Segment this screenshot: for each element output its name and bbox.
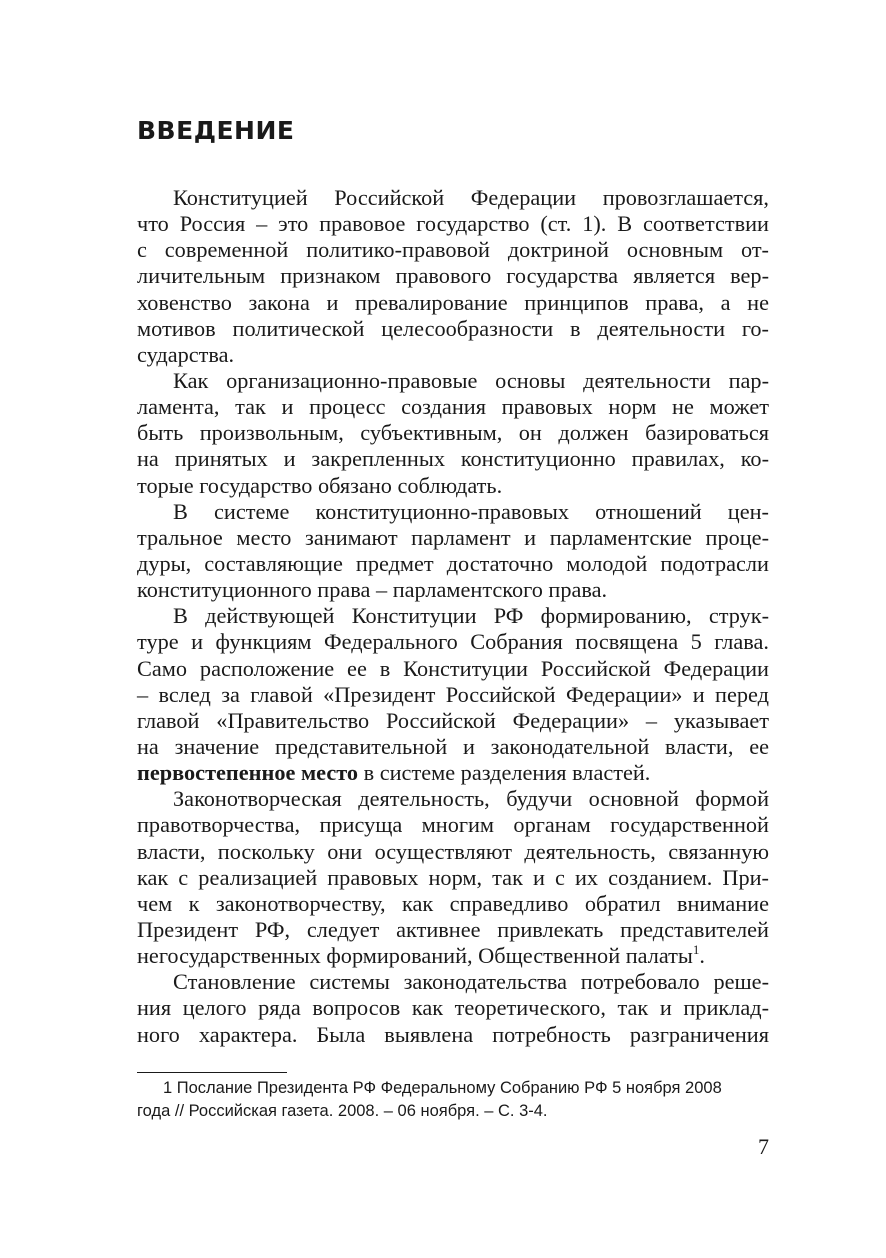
text-line: быть произвольным, субъективным, он должен базироваться (137, 420, 769, 446)
main-text (137, 185, 769, 1048)
text-line: ного характера. Была выявлена потребность разграничения (137, 1021, 769, 1047)
text-line: правотворчества, присуща многим органам государственной (137, 812, 769, 838)
text-line: чем к законотворчеству, как справедливо обратил внимание (137, 890, 769, 916)
text-line: власти, поскольку они осуществляют деятельность, связанную (137, 838, 769, 864)
text-line: Становление системы законодательства потребовало реше- (173, 969, 769, 995)
text-line: ния целого ряда вопросов как теоретического, так и приклад- (137, 995, 769, 1021)
text-line: В действующей Конституции РФ формированию, струк- (173, 603, 769, 629)
text-fragment: негосударственных формирований, Общественной палаты (137, 943, 693, 969)
text-line (137, 943, 769, 969)
text-line: на значение представительной и законодательной власти, ее (137, 733, 769, 759)
text-line: – вслед за главой «Президент Российской Федерации» и перед (137, 681, 769, 707)
footnote-line: 1 Послание Президента РФ Федеральному Собранию РФ 5 ноября 2008 (163, 1079, 722, 1097)
text-line: туре и функциям Федерального Собрания посвящена 5 глава. (137, 629, 769, 655)
text-fragment: . (699, 943, 705, 969)
text-line: В системе конституционно-правовых отношений цен- (173, 498, 769, 524)
text-line: Само расположение ее в Конституции Российской Федерации (137, 655, 769, 681)
text-line: Как организационно-правовые основы деятельности пар- (173, 367, 769, 393)
text-line: конституционного права – парламентского права. (137, 577, 608, 603)
text-line: Президент РФ, следует активнее привлекать представителей (137, 916, 769, 942)
emphasis-bold: первостепенное место (137, 760, 359, 786)
text-line: с современной политико-правовой доктриной основным от- (137, 237, 769, 263)
text-line: как с реализацией правовых норм, так и с их созданием. При- (137, 864, 769, 890)
text-line: Законотворческая деятельность, будучи основной формой (173, 786, 769, 812)
text-line: на принятых и закрепленных конституционно правилах, ко- (137, 446, 769, 472)
chapter-heading: ВВЕДЕНИЕ (137, 116, 295, 145)
text-line: личительным признаком правового государства является вер- (137, 263, 769, 289)
footnote-line: года // Российская газета. 2008. – 06 ноября. – С. 3-4. (137, 1102, 548, 1120)
text-line (137, 760, 769, 786)
text-line: Конституцией Российской Федерации провозглашается, (173, 185, 769, 210)
text-line: ховенство закона и превалирование принципов права, а не (137, 289, 769, 315)
text-fragment: в системе разделения властей. (358, 760, 651, 786)
text-line: торые государство обязано соблюдать. (137, 472, 503, 498)
text-line: тральное место занимают парламент и парламентские проце- (137, 524, 769, 550)
text-line: что Россия – это правовое государство (ст. 1). В соответствии (137, 211, 769, 237)
text-line: сударства. (137, 341, 235, 367)
footnote (137, 1077, 769, 1123)
footnote-divider (137, 1072, 287, 1073)
text-line: дуры, составляющие предмет достаточно молодой подотрасли (137, 550, 769, 576)
text-line: ламента, так и процесс создания правовых норм не может (137, 394, 769, 420)
page-number: 7 (758, 1134, 769, 1159)
footnote-reference[interactable]: 1 (692, 942, 700, 958)
text-line: главой «Правительство Российской Федерации» – указывает (137, 707, 769, 733)
text-line: мотивов политической целесообразности в деятельности го- (137, 315, 769, 341)
